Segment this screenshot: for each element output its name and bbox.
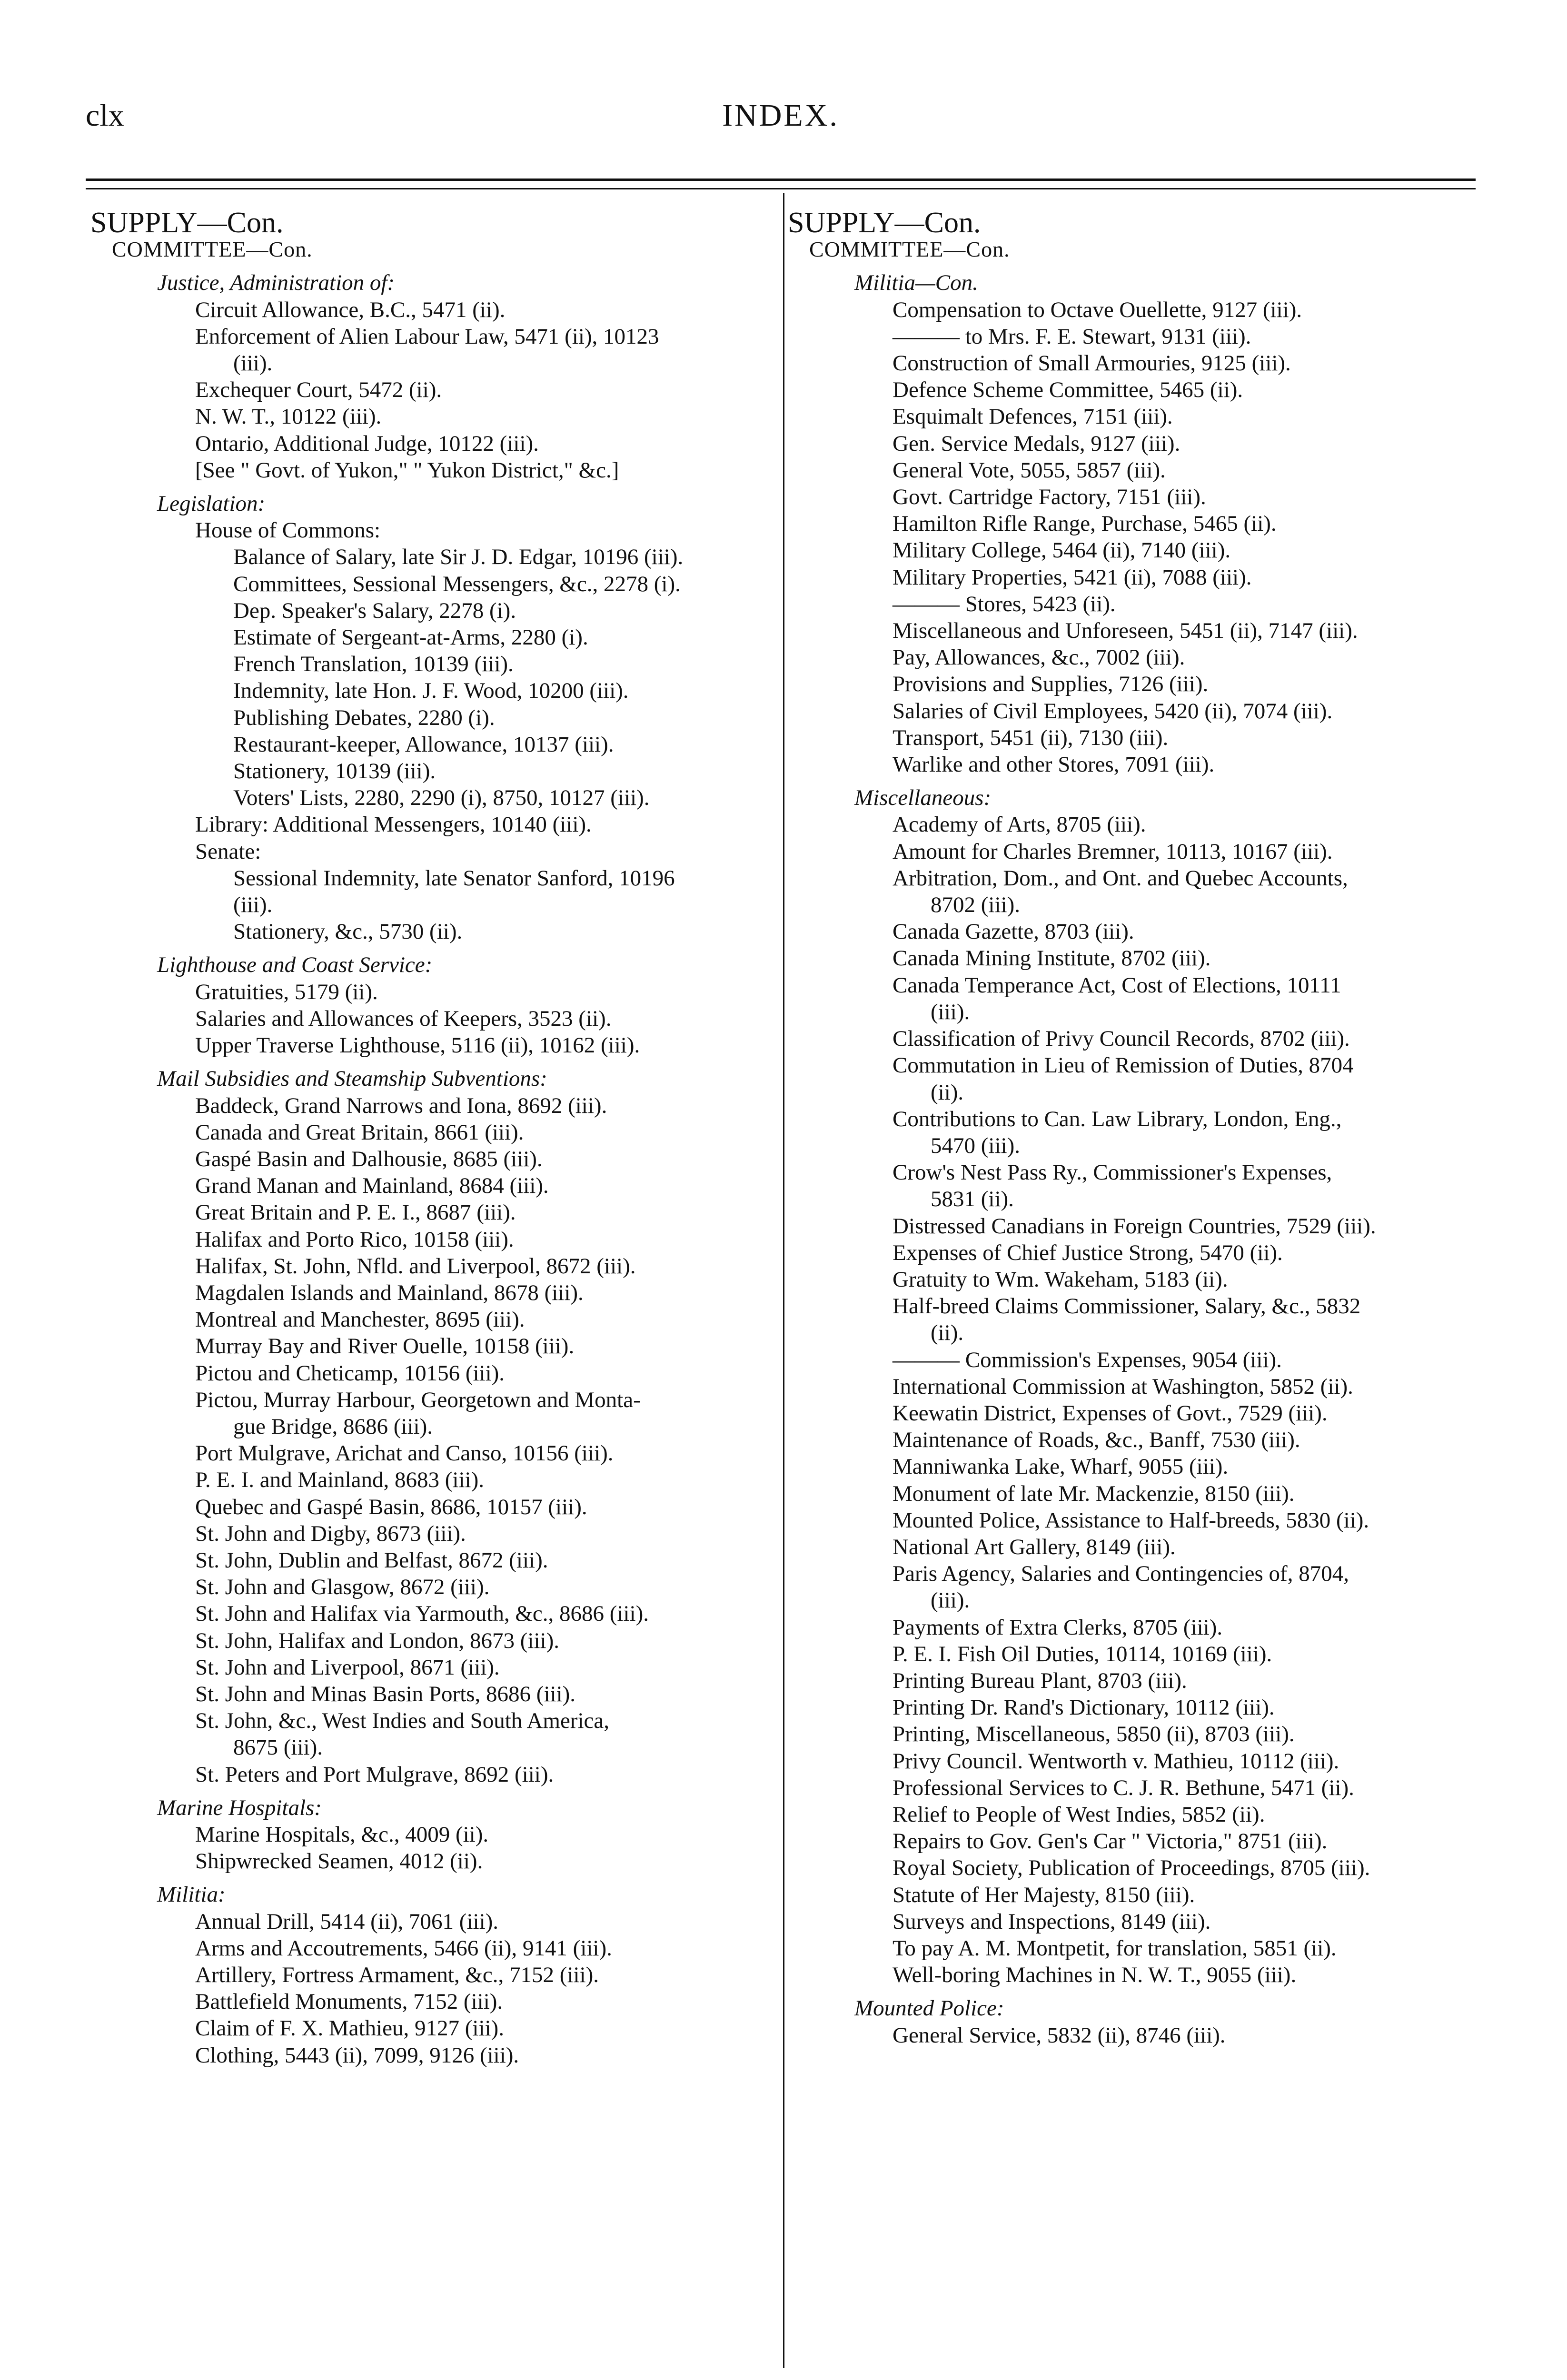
- index-entry: Port Mulgrave, Arichat and Canso, 10156 (iii).: [195, 1441, 614, 1466]
- index-entry: Restaurant-keeper, Allowance, 10137 (iii).: [233, 732, 614, 757]
- index-entry: Arms and Accoutrements, 5466 (ii), 9141 (iii).: [195, 1935, 612, 1961]
- category-heading: Militia:: [157, 1882, 226, 1907]
- index-entry: St. John and Minas Basin Ports, 8686 (iii).: [195, 1681, 576, 1706]
- index-entry: Repairs to Gov. Gen's Car " Victoria," 8751 (iii).: [893, 1829, 1328, 1854]
- index-entry: Canada and Great Britain, 8661 (iii).: [195, 1120, 524, 1145]
- index-entry: Canada Gazette, 8703 (iii).: [893, 919, 1134, 944]
- page-header: [86, 98, 1476, 150]
- index-entry: N. W. T., 10122 (iii).: [195, 404, 382, 429]
- page-number: clx: [86, 98, 124, 133]
- index-entry: Annual Drill, 5414 (ii), 7061 (iii).: [195, 1909, 499, 1934]
- index-entry: Printing Dr. Rand's Dictionary, 10112 (iii).: [893, 1695, 1275, 1720]
- category-heading: Marine Hospitals:: [157, 1795, 322, 1820]
- index-entry: Esquimalt Defences, 7151 (iii).: [893, 404, 1173, 429]
- index-entry: Circuit Allowance, B.C., 5471 (ii).: [195, 297, 506, 322]
- index-column-right: [788, 209, 1476, 2049]
- category-heading: Mail Subsidies and Steamship Subventions:: [157, 1066, 547, 1091]
- index-entry: Gaspé Basin and Dalhousie, 8685 (iii).: [195, 1146, 543, 1171]
- index-entry: Senate:: [195, 839, 261, 864]
- index-entry: Printing Bureau Plant, 8703 (iii).: [893, 1668, 1187, 1693]
- index-entry: Upper Traverse Lighthouse, 5116 (ii), 10162 (iii).: [195, 1033, 640, 1058]
- index-entry: Battlefield Monuments, 7152 (iii).: [195, 1989, 503, 2014]
- index-entry: Pay, Allowances, &c., 7002 (iii).: [893, 645, 1185, 670]
- index-entry: Shipwrecked Seamen, 4012 (ii).: [195, 1849, 483, 1874]
- index-column-left: [90, 209, 776, 2069]
- index-entry: Half-breed Claims Commissioner, Salary, &c., 5832: [893, 1294, 1361, 1319]
- index-entry: (iii).: [931, 999, 970, 1024]
- header-rule-thin: [86, 188, 1476, 189]
- index-entry: Professional Services to C. J. R. Bethune, 5471 (ii).: [893, 1775, 1354, 1800]
- index-entry: Artillery, Fortress Armament, &c., 7152 (iii).: [195, 1963, 599, 1987]
- index-entry: 5831 (ii).: [931, 1187, 1014, 1212]
- index-entry: Surveys and Inspections, 8149 (iii).: [893, 1909, 1211, 1934]
- category-heading: Lighthouse and Coast Service:: [157, 952, 433, 978]
- index-entry: ——— Stores, 5423 (ii).: [893, 591, 1116, 616]
- index-entry: St. John, &c., West Indies and South America,: [195, 1708, 609, 1734]
- page-title: INDEX.: [722, 98, 839, 133]
- subsection-heading: COMMITTEE—Con.: [112, 237, 313, 262]
- index-entry: Commutation in Lieu of Remission of Duties, 8704: [893, 1053, 1354, 1078]
- index-entry: Maintenance of Roads, &c., Banff, 7530 (iii).: [893, 1428, 1300, 1453]
- index-entry: International Commission at Washington, 5852 (ii).: [893, 1374, 1353, 1399]
- index-entry: ——— to Mrs. F. E. Stewart, 9131 (iii).: [893, 324, 1251, 349]
- index-entry: Halifax, St. John, Nfld. and Liverpool, 8672 (iii).: [195, 1253, 636, 1279]
- index-entry: Great Britain and P. E. I., 8687 (iii).: [195, 1200, 516, 1225]
- index-entry: Baddeck, Grand Narrows and Iona, 8692 (iii).: [195, 1093, 607, 1118]
- index-entry: Paris Agency, Salaries and Contingencies of, 8704,: [893, 1561, 1349, 1587]
- index-entry: Canada Mining Institute, 8702 (iii).: [893, 946, 1211, 971]
- section-heading: SUPPLY—Con.: [90, 209, 284, 237]
- index-entry: Amount for Charles Bremner, 10113, 10167 (iii).: [893, 839, 1333, 864]
- index-entry: Murray Bay and River Ouelle, 10158 (iii).: [195, 1334, 575, 1359]
- index-entry: Monument of late Mr. Mackenzie, 8150 (iii).: [893, 1481, 1295, 1506]
- column-divider: [783, 193, 784, 2368]
- category-heading: Legislation:: [157, 491, 266, 516]
- index-entry: Govt. Cartridge Factory, 7151 (iii).: [893, 485, 1206, 510]
- index-entry: Stationery, &c., 5730 (ii).: [233, 919, 463, 944]
- index-entry: General Service, 5832 (ii), 8746 (iii).: [893, 2023, 1226, 2048]
- index-entry: Manniwanka Lake, Wharf, 9055 (iii).: [893, 1454, 1229, 1479]
- index-entry: Keewatin District, Expenses of Govt., 7529 (iii).: [893, 1400, 1328, 1426]
- index-entry: Montreal and Manchester, 8695 (iii).: [195, 1307, 525, 1332]
- index-entry: (iii).: [931, 1588, 970, 1613]
- index-entry: Defence Scheme Committee, 5465 (ii).: [893, 377, 1243, 403]
- index-entry: Pictou, Murray Harbour, Georgetown and Monta-: [195, 1387, 641, 1412]
- index-entry: Dep. Speaker's Salary, 2278 (i).: [233, 598, 516, 623]
- index-entry: gue Bridge, 8686 (iii).: [233, 1414, 433, 1439]
- index-entry: Provisions and Supplies, 7126 (iii).: [893, 672, 1209, 697]
- index-entry: Enforcement of Alien Labour Law, 5471 (ii), 10123: [195, 324, 659, 349]
- index-entry: 5470 (iii).: [931, 1133, 1020, 1158]
- index-entry: Gratuity to Wm. Wakeham, 5183 (ii).: [893, 1267, 1228, 1292]
- index-entry: 8702 (iii).: [931, 892, 1020, 918]
- subsection-heading: COMMITTEE—Con.: [809, 237, 1010, 262]
- index-entry: Academy of Arts, 8705 (iii).: [893, 812, 1146, 837]
- index-entry: Royal Society, Publication of Proceedings, 8705 (iii).: [893, 1855, 1370, 1881]
- index-entry: Magdalen Islands and Mainland, 8678 (iii).: [195, 1280, 584, 1305]
- index-entry: Classification of Privy Council Records, 8702 (iii).: [893, 1026, 1350, 1051]
- index-entry: Military Properties, 5421 (ii), 7088 (iii).: [893, 565, 1252, 590]
- index-entry: Sessional Indemnity, late Senator Sanford, 10196: [233, 865, 675, 891]
- index-entry: St. John, Dublin and Belfast, 8672 (iii).: [195, 1547, 548, 1573]
- section-heading: SUPPLY—Con.: [788, 209, 981, 237]
- index-entry: Military College, 5464 (ii), 7140 (iii).: [893, 538, 1231, 563]
- index-entry: Clothing, 5443 (ii), 7099, 9126 (iii).: [195, 2043, 519, 2068]
- index-entry: Crow's Nest Pass Ry., Commissioner's Expenses,: [893, 1160, 1332, 1185]
- index-entry: St. John and Glasgow, 8672 (iii).: [195, 1575, 490, 1600]
- index-entry: Salaries of Civil Employees, 5420 (ii), 7074 (iii).: [893, 698, 1333, 724]
- index-entry: Quebec and Gaspé Basin, 8686, 10157 (iii).: [195, 1494, 587, 1519]
- index-entry: St. John and Halifax via Yarmouth, &c., 8686 (iii).: [195, 1601, 649, 1626]
- index-entry: Contributions to Can. Law Library, London, Eng.,: [893, 1106, 1342, 1131]
- index-entry: Mounted Police, Assistance to Half-breeds, 5830 (ii).: [893, 1507, 1369, 1533]
- index-entry: Transport, 5451 (ii), 7130 (iii).: [893, 725, 1169, 750]
- index-entry: (ii).: [931, 1320, 964, 1346]
- index-entry: Halifax and Porto Rico, 10158 (iii).: [195, 1227, 514, 1252]
- index-entry: Grand Manan and Mainland, 8684 (iii).: [195, 1173, 549, 1199]
- index-entry: General Vote, 5055, 5857 (iii).: [893, 457, 1166, 483]
- index-entry: Publishing Debates, 2280 (i).: [233, 705, 495, 730]
- index-entry: To pay A. M. Montpetit, for translation, 5851 (ii).: [893, 1936, 1337, 1961]
- index-entry: St. John, Halifax and London, 8673 (iii).: [195, 1628, 559, 1653]
- index-entry: Marine Hospitals, &c., 4009 (ii).: [195, 1822, 489, 1847]
- index-entry: Arbitration, Dom., and Ont. and Quebec Accounts,: [893, 865, 1348, 891]
- index-entry: P. E. I. and Mainland, 8683 (iii).: [195, 1468, 485, 1493]
- index-entry: Privy Council. Wentworth v. Mathieu, 10112 (iii).: [893, 1748, 1339, 1774]
- index-entry: Gen. Service Medals, 9127 (iii).: [893, 431, 1180, 456]
- index-entry: Well-boring Machines in N. W. T., 9055 (iii).: [893, 1963, 1297, 1988]
- index-entry: Canada Temperance Act, Cost of Elections, 10111: [893, 972, 1341, 998]
- index-entry: Exchequer Court, 5472 (ii).: [195, 377, 442, 403]
- index-entry: (iii).: [233, 892, 273, 918]
- index-entry: St. John and Liverpool, 8671 (iii).: [195, 1655, 500, 1680]
- index-entry: 8675 (iii).: [233, 1735, 323, 1760]
- index-entry: Estimate of Sergeant-at-Arms, 2280 (i).: [233, 625, 588, 650]
- index-entry: House of Commons:: [195, 518, 381, 543]
- index-entry: Salaries and Allowances of Keepers, 3523 (ii).: [195, 1006, 612, 1031]
- index-entry: Library: Additional Messengers, 10140 (iii).: [195, 812, 592, 837]
- index-entry: Warlike and other Stores, 7091 (iii).: [893, 752, 1215, 777]
- index-entry: National Art Gallery, 8149 (iii).: [893, 1534, 1176, 1559]
- index-entry: Hamilton Rifle Range, Purchase, 5465 (ii).: [893, 511, 1277, 536]
- index-entry: Statute of Her Majesty, 8150 (iii).: [893, 1882, 1195, 1907]
- index-entry: Ontario, Additional Judge, 10122 (iii).: [195, 431, 539, 456]
- index-entry: Indemnity, late Hon. J. F. Wood, 10200 (iii).: [233, 678, 629, 704]
- index-entry: Claim of F. X. Mathieu, 9127 (iii).: [195, 2016, 504, 2041]
- index-entry: Compensation to Octave Ouellette, 9127 (iii).: [893, 297, 1302, 322]
- category-heading: Militia—Con.: [854, 270, 978, 296]
- index-entry: Pictou and Cheticamp, 10156 (iii).: [195, 1360, 505, 1386]
- index-entry: St. John and Digby, 8673 (iii).: [195, 1521, 466, 1546]
- index-entry: Printing, Miscellaneous, 5850 (ii), 8703 (iii).: [893, 1722, 1295, 1747]
- index-entry: Expenses of Chief Justice Strong, 5470 (ii).: [893, 1240, 1283, 1265]
- index-entry: Committees, Sessional Messengers, &c., 2278 (i).: [233, 571, 681, 596]
- index-entry: Relief to People of West Indies, 5852 (ii).: [893, 1802, 1265, 1827]
- index-entry: Voters' Lists, 2280, 2290 (i), 8750, 10127 (iii).: [233, 785, 650, 811]
- index-entry: Balance of Salary, late Sir J. D. Edgar, 10196 (iii).: [233, 545, 684, 570]
- index-entry: Miscellaneous and Unforeseen, 5451 (ii), 7147 (iii).: [893, 618, 1358, 644]
- index-entry: Distressed Canadians in Foreign Countries, 7529 (iii).: [893, 1213, 1376, 1239]
- category-heading: Mounted Police:: [854, 1996, 1004, 2021]
- index-entry: P. E. I. Fish Oil Duties, 10114, 10169 (iii).: [893, 1641, 1272, 1666]
- category-heading: Miscellaneous:: [854, 785, 992, 811]
- index-entry: French Translation, 10139 (iii).: [233, 652, 514, 677]
- index-entry: ——— Commission's Expenses, 9054 (iii).: [893, 1347, 1282, 1372]
- index-entry: Payments of Extra Clerks, 8705 (iii).: [893, 1615, 1223, 1640]
- category-heading: Justice, Administration of:: [157, 270, 395, 296]
- index-entry: [See " Govt. of Yukon," " Yukon District," &c.]: [195, 457, 619, 483]
- header-rule: [86, 178, 1476, 181]
- index-entry: (ii).: [931, 1080, 964, 1105]
- index-entry: Construction of Small Armouries, 9125 (iii).: [893, 351, 1291, 376]
- index-entry: Gratuities, 5179 (ii).: [195, 979, 378, 1004]
- index-entry: St. Peters and Port Mulgrave, 8692 (iii).: [195, 1762, 554, 1787]
- index-entry: (iii).: [233, 351, 273, 376]
- index-entry: Stationery, 10139 (iii).: [233, 759, 436, 784]
